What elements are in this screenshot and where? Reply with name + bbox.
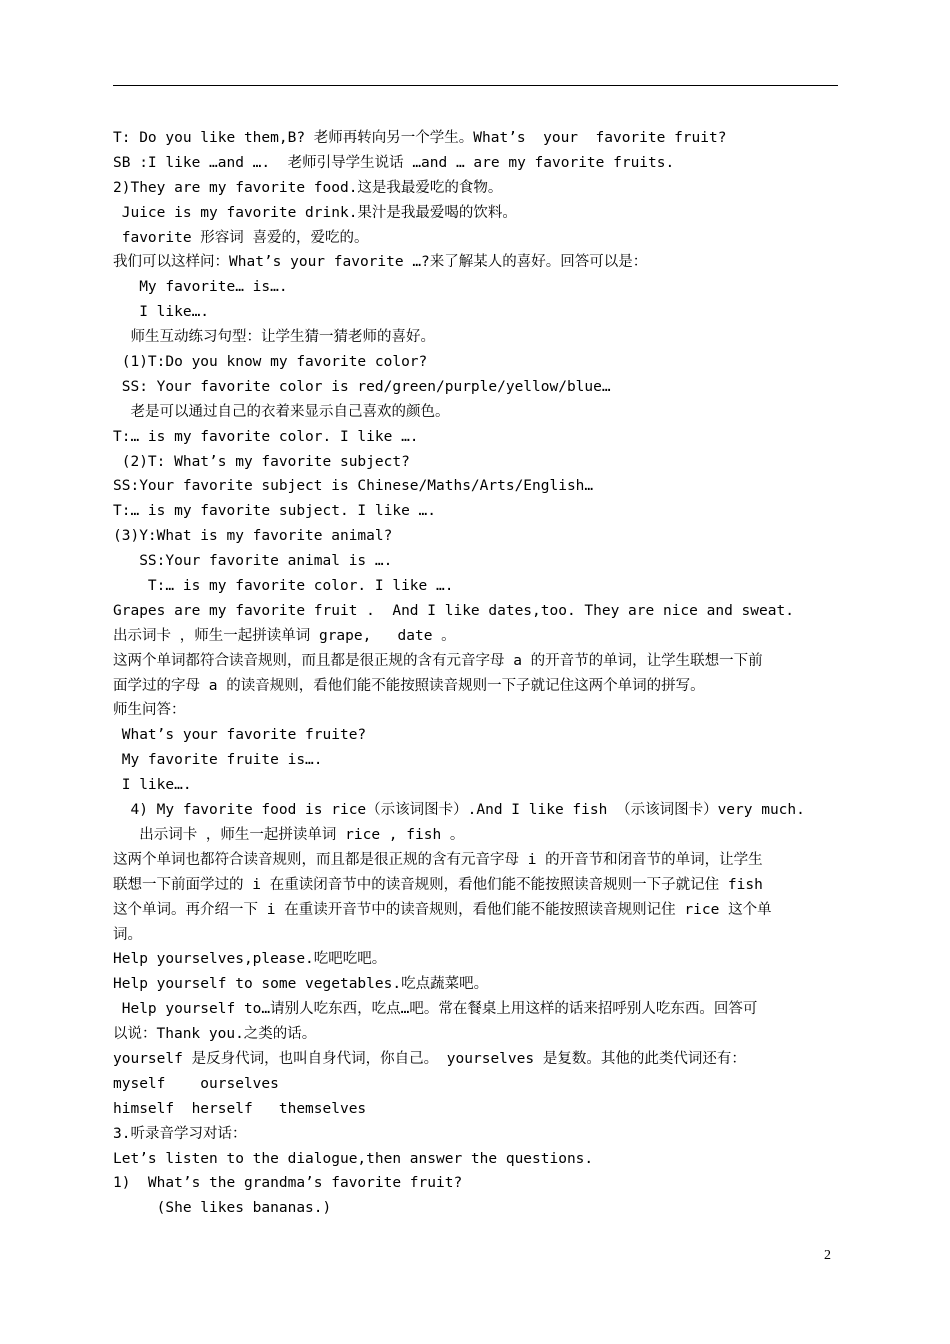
text-line: 3.听录音学习对话： bbox=[113, 1125, 247, 1142]
text-line: 出示词卡 ，师生一起拼读单词 rice , fish 。 bbox=[113, 826, 465, 843]
text-line: SS: Your favorite color is red/green/purple/yellow/blue… bbox=[113, 378, 611, 395]
text-line: (3)Y:What is my favorite animal? bbox=[113, 528, 393, 545]
text-line: himself herself themselves bbox=[113, 1100, 367, 1117]
text-line: T:… is my favorite subject. I like …. bbox=[113, 503, 437, 520]
text-line: 老是可以通过自己的衣着来显示自己喜欢的颜色。 bbox=[113, 403, 450, 420]
text-line: Help yourself to…请别人吃东西，吃点…吧。常在餐桌上用这样的话来招呼别人吃东西。回答可 bbox=[113, 1001, 758, 1018]
text-line: T:… is my favorite color. I like …. bbox=[113, 578, 454, 595]
text-line: What’s your favorite fruite? bbox=[113, 727, 367, 744]
text-line: Help yourselves,please.吃吧吃吧。 bbox=[113, 951, 387, 968]
text-line: 联想一下前面学过的 i 在重读闭音节中的读音规则，看他们能不能按照读音规则一下子就记住 fish bbox=[113, 876, 763, 893]
text-line: 面学过的字母 a 的读音规则，看他们能不能按照读音规则一下子就记住这两个单词的拼写。 bbox=[113, 677, 705, 694]
text-line: 出示词卡 ，师生一起拼读单词 grape, date 。 bbox=[113, 627, 456, 644]
text-line: myself ourselves bbox=[113, 1075, 279, 1092]
text-line: SS:Your favorite subject is Chinese/Maths/Arts/English… bbox=[113, 478, 594, 495]
text-line: My favorite fruite is…. bbox=[113, 752, 323, 769]
text-line: 这两个单词都符合读音规则，而且都是很正规的含有元音字母 a 的开音节的单词，让学生联想一下前 bbox=[113, 652, 763, 669]
text-line: My favorite… is…. bbox=[113, 279, 288, 296]
text-line: 师生互动练习句型：让学生猜一猜老师的喜好。 bbox=[113, 329, 435, 346]
text-line: (She likes bananas.) bbox=[113, 1200, 332, 1217]
text-line: yourself 是反身代词，也叫自身代词，你自己。 yourselves 是复数。其他的此类代词还有： bbox=[113, 1050, 746, 1067]
text-line: 这个单词。再介绍一下 i 在重读开音节中的读音规则，看他们能不能按照读音规则记住 rice 这个单 bbox=[113, 901, 772, 918]
text-line: 1) What’s the grandma’s favorite fruit? bbox=[113, 1175, 463, 1192]
text-line: (2)T: What’s my favorite subject? bbox=[113, 453, 410, 470]
text-line: SS:Your favorite animal is …. bbox=[113, 553, 393, 570]
document-body bbox=[113, 126, 838, 1221]
page-number: 2 bbox=[824, 1248, 831, 1263]
text-line: Grapes are my favorite fruit . And I like dates,too. They are nice and sweat. bbox=[113, 602, 794, 619]
text-line: T:… is my favorite color. I like …. bbox=[113, 428, 419, 445]
text-line: I like…. bbox=[113, 777, 192, 794]
text-line: I like…. bbox=[113, 304, 210, 321]
header-rule bbox=[113, 85, 838, 86]
text-line: (1)T:Do you know my favorite color? bbox=[113, 354, 428, 371]
text-line: 我们可以这样问：What’s your favorite …?来了解某人的喜好。回答可以是： bbox=[113, 254, 648, 271]
text-line: Help yourself to some vegetables.吃点蔬菜吧。 bbox=[113, 976, 489, 993]
text-line: T: Do you like them,B? 老师再转向另一个学生。What’s your favorite fruit? bbox=[113, 130, 727, 146]
text-line: Juice is my favorite drink.果汁是我最爱喝的饮料。 bbox=[113, 204, 517, 221]
text-line: Let’s listen to the dialogue,then answer the questions. bbox=[113, 1150, 594, 1167]
text-line: 词。 bbox=[113, 926, 142, 943]
text-line: 师生问答： bbox=[113, 702, 186, 719]
text-line: 以说：Thank you.之类的话。 bbox=[113, 1026, 317, 1043]
text-line: 2)They are my favorite food.这是我最爱吃的食物。 bbox=[113, 179, 503, 196]
text-line: favorite 形容词 喜爱的，爱吃的。 bbox=[113, 229, 369, 246]
text-line: SB :I like …and …. 老师引导学生说话 …and … are my favorite fruits. bbox=[113, 154, 675, 171]
text-line: 4) My favorite food is rice（示该词图卡）.And I like fish （示该词图卡）very much. bbox=[113, 802, 805, 819]
text-line: 这两个单词也都符合读音规则，而且都是很正规的含有元音字母 i 的开音节和闭音节的单词，让学生 bbox=[113, 851, 763, 868]
